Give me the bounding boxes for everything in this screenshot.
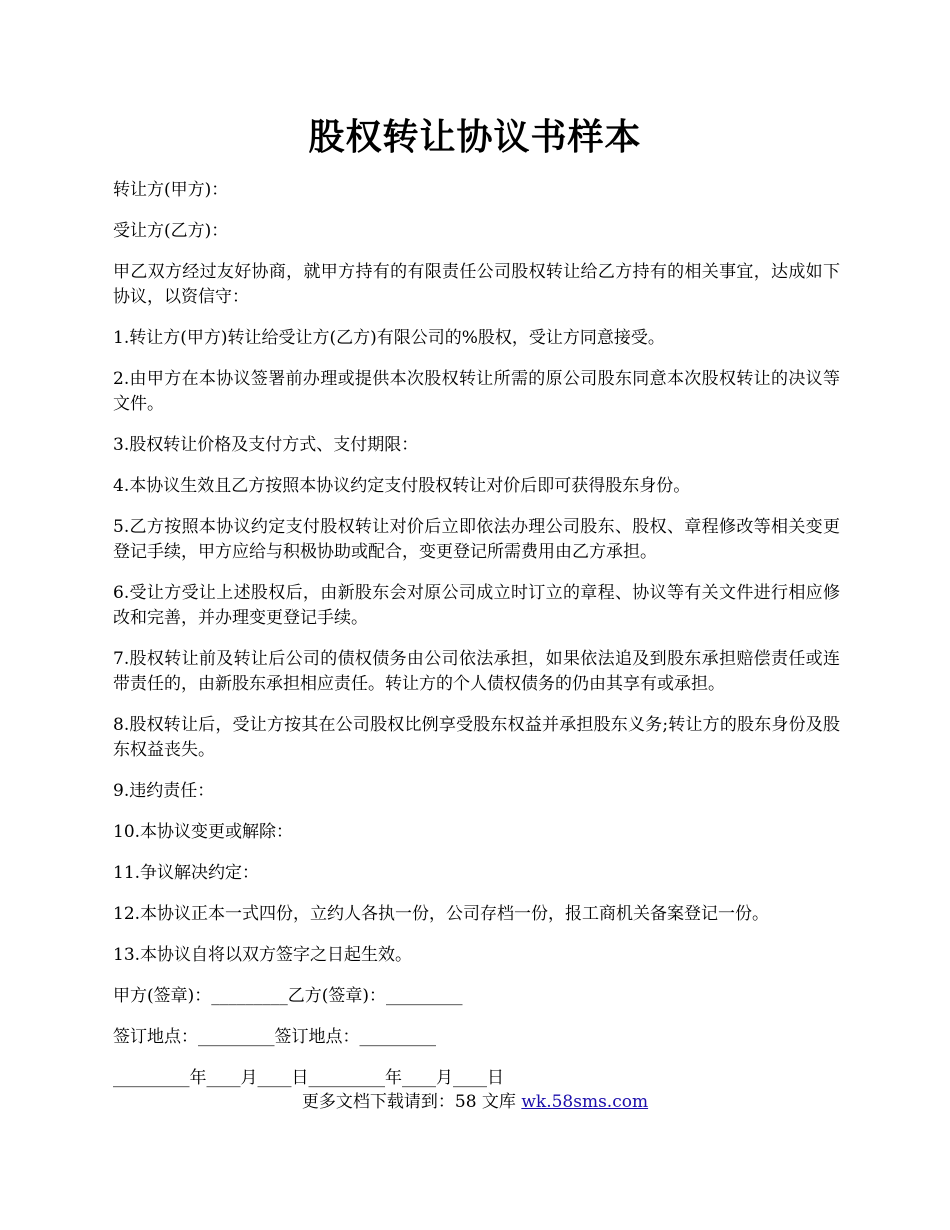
party-a-line: 转让方(甲方)： <box>113 180 229 200</box>
clause-6: 6.受让方受让上述股权后，由新股东会对原公司成立时订立的章程、协议等有关文件进行相应修改和完善，并办理变更登记手续。 <box>113 583 840 628</box>
signing-location-line: 签订地点：_________签订地点：_________ <box>113 1027 436 1047</box>
document-body <box>113 178 840 1107</box>
signing-date-line: _________年____月____日_________年____月____日 <box>113 1068 504 1088</box>
clause-10: 10.本协议变更或解除： <box>113 822 294 842</box>
clause-12: 12.本协议正本一式四份，立约人各执一份，公司存档一份，报工商机关备案登记一份。 <box>113 904 770 924</box>
signature-line: 甲方(签章)：_________乙方(签章)：_________ <box>113 986 463 1006</box>
clause-1: 1.转让方(甲方)转让给受让方(乙方)有限公司的%股权，受让方同意接受。 <box>113 328 665 348</box>
footer-link[interactable]: wk.58sms.com <box>521 1092 649 1112</box>
document-title: 股权转让协议书样本 <box>308 116 642 158</box>
party-b-line: 受让方(乙方)： <box>113 221 229 241</box>
preamble-paragraph: 甲乙双方经过友好协商，就甲方持有的有限责任公司股权转让给乙方持有的相关事宜，达成如下协议，以资信守： <box>113 262 840 307</box>
clause-4: 4.本协议生效且乙方按照本协议约定支付股权转让对价后即可获得股东身份。 <box>113 476 691 496</box>
clause-2: 2.由甲方在本协议签署前办理或提供本次股权转让所需的原公司股东同意本次股权转让的决议等文件。 <box>113 369 840 414</box>
clause-3: 3.股权转让价格及支付方式、支付期限： <box>113 435 419 455</box>
footer <box>0 1090 950 1115</box>
clause-9: 9.违约责任： <box>113 781 215 801</box>
clause-7: 7.股权转让前及转让后公司的债权债务由公司依法承担，如果依法追及到股东承担赔偿责任或连带责任的，由新股东承担相应责任。转让方的个人债权债务的仍由其享有或承担。 <box>113 649 840 694</box>
clause-5: 5.乙方按照本协议约定支付股权转让对价后立即依法办理公司股东、股权、章程修改等相关变更登记手续，甲方应给与积极协助或配合，变更登记所需费用由乙方承担。 <box>113 517 840 562</box>
clause-8: 8.股权转让后，受让方按其在公司股权比例享受股东权益并承担股东义务;转让方的股东身份及股东权益丧失。 <box>113 715 840 760</box>
clause-11: 11.争议解决约定： <box>113 863 260 883</box>
clause-13: 13.本协议自将以双方签字之日起生效。 <box>113 945 413 965</box>
footer-text: 更多文档下载请到：58 文库 <box>301 1092 522 1112</box>
